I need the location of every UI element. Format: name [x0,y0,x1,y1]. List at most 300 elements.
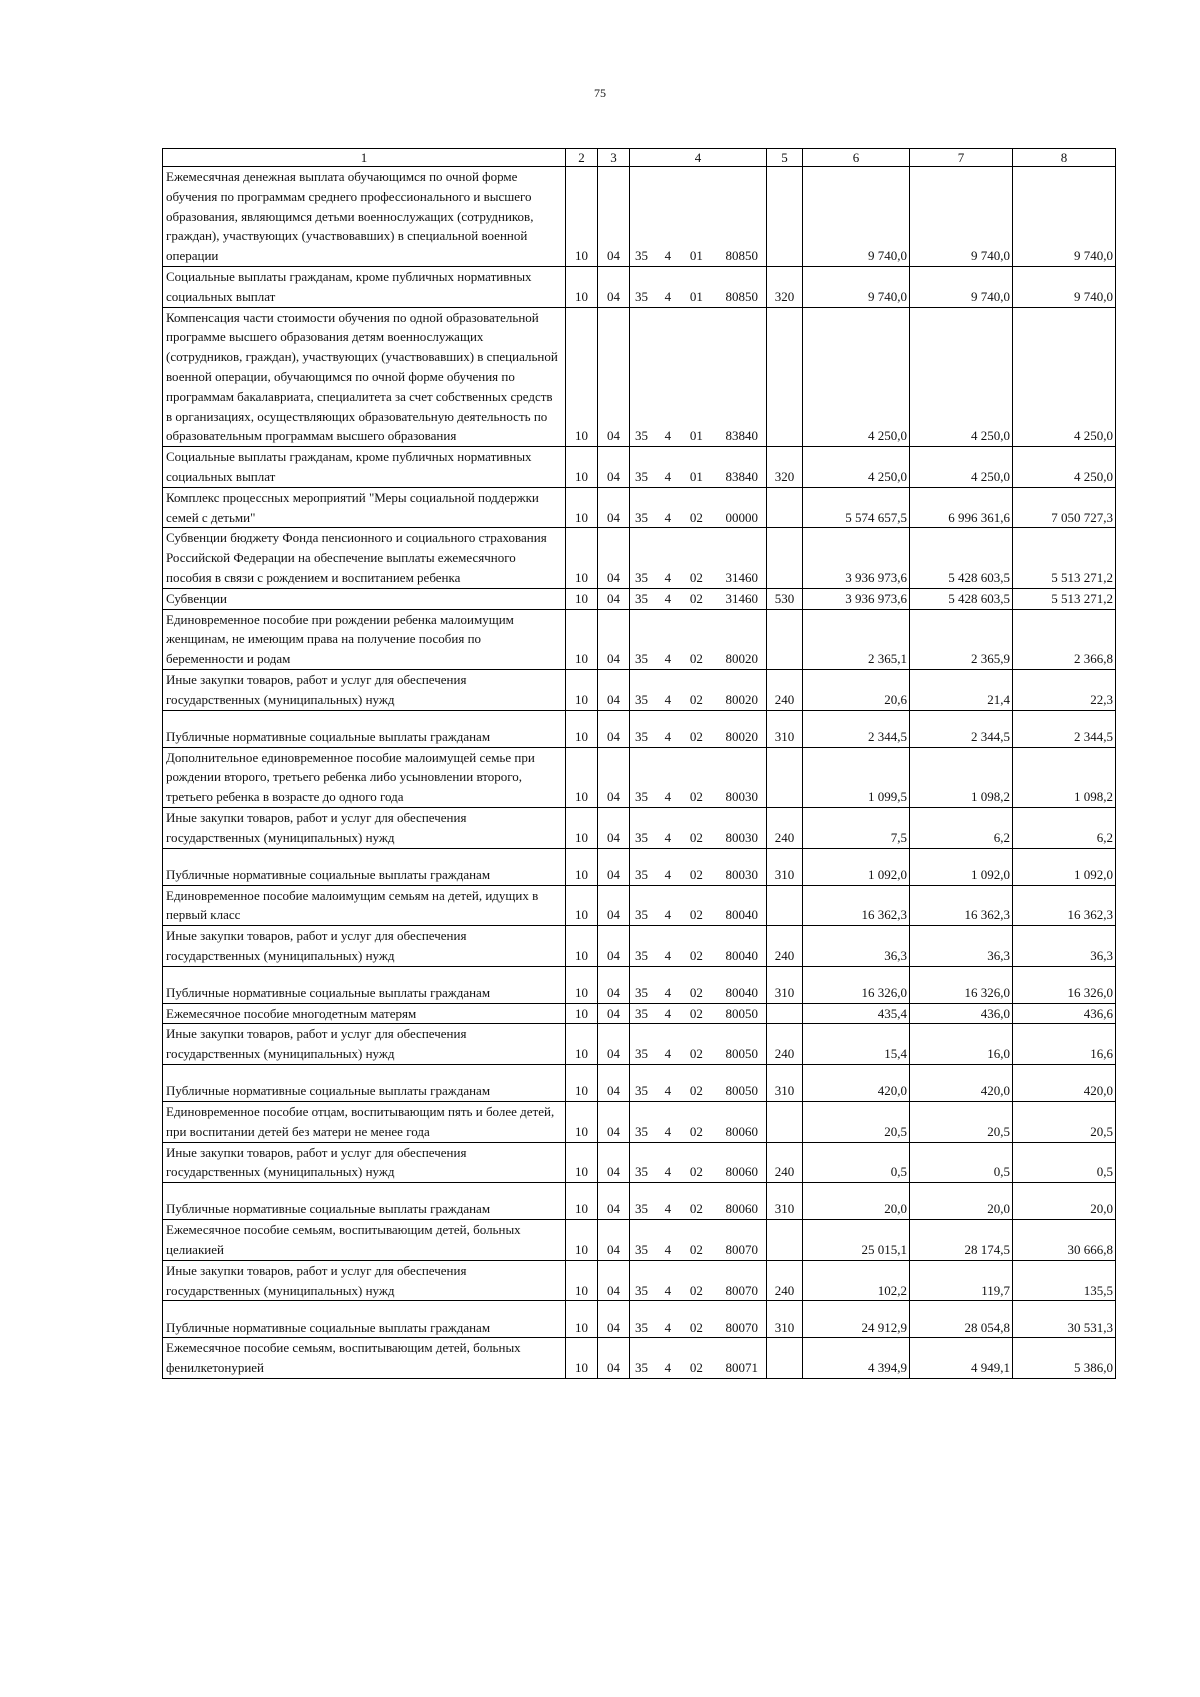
program-code: 35 [635,1360,648,1376]
amount-col6: 16 326,0 [803,966,910,1003]
amount-col7: 2 344,5 [910,710,1013,747]
program-type-code: 4 [664,569,672,585]
expense-type-code: 240 [767,926,803,967]
complex-code: 02 [689,907,703,923]
program-code: 35 [635,866,648,882]
complex-code: 01 [689,248,703,264]
program-type-code: 4 [664,728,672,744]
amount-col6: 24 912,9 [803,1301,910,1338]
code-section: 10 [566,167,598,267]
code-subsection: 04 [598,1220,630,1261]
amount-col8: 5 513 271,2 [1013,528,1116,588]
code-subsection: 04 [598,1338,630,1379]
amount-col7: 5 428 603,5 [910,588,1013,609]
target-article-cell [630,807,767,848]
row-description: Ежемесячное пособие многодетным матерям [163,1003,566,1024]
budget-table [162,148,1116,1379]
program-code: 35 [635,569,648,585]
code-section: 10 [566,1338,598,1379]
row-description: Публичные нормативные социальные выплаты гражданам [163,710,566,747]
amount-col7: 28 174,5 [910,1220,1013,1261]
amount-col6: 4 394,9 [803,1338,910,1379]
code-section: 10 [566,1003,598,1024]
target-article-cell [630,307,767,447]
program-code: 35 [635,1201,648,1217]
expense-type-code: 530 [767,588,803,609]
expense-type-code [767,609,803,669]
amount-col6: 25 015,1 [803,1220,910,1261]
code-subsection: 04 [598,588,630,609]
code-section: 10 [566,487,598,528]
amount-col8: 5 513 271,2 [1013,588,1116,609]
code-subsection: 04 [598,1301,630,1338]
amount-col6: 1 092,0 [803,848,910,885]
target-article-cell [630,167,767,267]
code-section: 10 [566,885,598,926]
expense-type-code: 310 [767,1065,803,1102]
amount-col8: 16 326,0 [1013,966,1116,1003]
target-article-cell [630,447,767,488]
amount-col6: 20,0 [803,1183,910,1220]
program-type-code: 4 [664,947,672,963]
code-section: 10 [566,807,598,848]
program-code: 35 [635,691,648,707]
amount-col6: 4 250,0 [803,307,910,447]
row-description: Единовременное пособие отцам, воспитывающим пять и более детей, при воспитании детей без матери не менее года [163,1102,566,1143]
amount-col8: 9 740,0 [1013,167,1116,267]
amount-col7: 4 250,0 [910,307,1013,447]
complex-code: 02 [689,509,703,525]
expense-type-code: 310 [767,710,803,747]
target-article-cell [630,528,767,588]
program-code: 35 [635,728,648,744]
amount-col8: 2 344,5 [1013,710,1116,747]
complex-code: 01 [689,288,703,304]
expense-type-code: 310 [767,848,803,885]
code-section: 10 [566,609,598,669]
expense-type-code: 320 [767,266,803,307]
amount-col7: 1 092,0 [910,848,1013,885]
code-subsection: 04 [598,528,630,588]
program-code: 35 [635,651,648,667]
program-code: 35 [635,509,648,525]
table-row [163,487,1116,528]
direction-code: 80030 [725,789,758,805]
program-type-code: 4 [664,1123,672,1139]
program-code: 35 [635,1046,648,1062]
program-code: 35 [635,1319,648,1335]
amount-col8: 135,5 [1013,1260,1116,1301]
program-code: 35 [635,907,648,923]
code-subsection: 04 [598,1260,630,1301]
row-description: Субвенции [163,588,566,609]
target-article-cell [630,1102,767,1143]
program-code: 35 [635,590,648,606]
program-code: 35 [635,1123,648,1139]
program-type-code: 4 [664,866,672,882]
code-section: 10 [566,926,598,967]
table-row [163,848,1116,885]
program-type-code: 4 [664,984,672,1000]
program-code: 35 [635,984,648,1000]
amount-col8: 4 250,0 [1013,307,1116,447]
code-subsection: 04 [598,167,630,267]
program-type-code: 4 [664,1360,672,1376]
table-row [163,885,1116,926]
program-type-code: 4 [664,428,672,444]
code-subsection: 04 [598,1024,630,1065]
amount-col7: 4 949,1 [910,1338,1013,1379]
program-type-code: 4 [664,288,672,304]
program-type-code: 4 [664,1083,672,1099]
target-article-cell [630,266,767,307]
expense-type-code [767,167,803,267]
table-row [163,669,1116,710]
row-description: Единовременное пособие при рождении ребенка малоимущим женщинам, не имеющим права на получение пособия по беременности и родам [163,609,566,669]
expense-type-code [767,1102,803,1143]
amount-col7: 9 740,0 [910,266,1013,307]
amount-col8: 420,0 [1013,1065,1116,1102]
table-row [163,609,1116,669]
expense-type-code: 240 [767,1024,803,1065]
expense-type-code [767,885,803,926]
row-description: Социальные выплаты гражданам, кроме публичных нормативных социальных выплат [163,266,566,307]
table-row [163,447,1116,488]
row-description: Публичные нормативные социальные выплаты гражданам [163,1183,566,1220]
direction-code: 80020 [725,691,758,707]
amount-col7: 28 054,8 [910,1301,1013,1338]
amount-col7: 436,0 [910,1003,1013,1024]
header-cell: 1 [163,149,566,167]
amount-col7: 36,3 [910,926,1013,967]
amount-col7: 20,0 [910,1183,1013,1220]
row-description: Компенсация части стоимости обучения по одной образовательной программе высшего образования детям военнослужащих (сотрудников, граждан), участвующих (участвовавших) в специальной военной операции, обучающимся по очной форме обучения по программам бакалавриата, специалитета за счет собственных средств в организациях, осуществляющих образовательную деятельность по образовательным программам высшего образования [163,307,566,447]
program-type-code: 4 [664,1005,672,1021]
program-code: 35 [635,1083,648,1099]
code-section: 10 [566,1220,598,1261]
table-row [163,1260,1116,1301]
table-row [163,1065,1116,1102]
amount-col6: 15,4 [803,1024,910,1065]
amount-col6: 9 740,0 [803,266,910,307]
amount-col6: 0,5 [803,1142,910,1183]
row-description: Социальные выплаты гражданам, кроме публичных нормативных социальных выплат [163,447,566,488]
amount-col8: 16 362,3 [1013,885,1116,926]
program-type-code: 4 [664,590,672,606]
complex-code: 02 [689,789,703,805]
direction-code: 80850 [725,288,758,304]
complex-code: 02 [689,569,703,585]
expense-type-code [767,307,803,447]
amount-col6: 1 099,5 [803,747,910,807]
target-article-cell [630,588,767,609]
code-section: 10 [566,588,598,609]
direction-code: 80050 [725,1083,758,1099]
complex-code: 01 [689,428,703,444]
amount-col6: 20,5 [803,1102,910,1143]
target-article-cell [630,848,767,885]
target-article-cell [630,1301,767,1338]
code-subsection: 04 [598,447,630,488]
table-row [163,1183,1116,1220]
program-code: 35 [635,1242,648,1258]
amount-col7: 20,5 [910,1102,1013,1143]
complex-code: 02 [689,1242,703,1258]
code-subsection: 04 [598,1102,630,1143]
expense-type-code: 310 [767,1183,803,1220]
target-article-cell [630,926,767,967]
program-code: 35 [635,789,648,805]
code-subsection: 04 [598,885,630,926]
table-row [163,1338,1116,1379]
direction-code: 80040 [725,947,758,963]
amount-col7: 5 428 603,5 [910,528,1013,588]
program-type-code: 4 [664,509,672,525]
amount-col8: 9 740,0 [1013,266,1116,307]
amount-col8: 5 386,0 [1013,1338,1116,1379]
amount-col6: 5 574 657,5 [803,487,910,528]
program-code: 35 [635,1282,648,1298]
complex-code: 02 [689,651,703,667]
code-subsection: 04 [598,1065,630,1102]
code-subsection: 04 [598,848,630,885]
complex-code: 02 [689,1201,703,1217]
complex-code: 02 [689,1282,703,1298]
expense-type-code [767,1003,803,1024]
direction-code: 80060 [725,1123,758,1139]
program-code: 35 [635,1164,648,1180]
header-cell: 3 [598,149,630,167]
complex-code: 02 [689,1005,703,1021]
program-code: 35 [635,947,648,963]
complex-code: 02 [689,1164,703,1180]
code-subsection: 04 [598,926,630,967]
code-section: 10 [566,1142,598,1183]
row-description: Единовременное пособие малоимущим семьям на детей, идущих в первый класс [163,885,566,926]
amount-col6: 20,6 [803,669,910,710]
program-type-code: 4 [664,651,672,667]
row-description: Комплекс процессных мероприятий "Меры социальной поддержки семей с детьми" [163,487,566,528]
amount-col8: 30 666,8 [1013,1220,1116,1261]
code-section: 10 [566,1260,598,1301]
amount-col7: 0,5 [910,1142,1013,1183]
code-subsection: 04 [598,487,630,528]
code-subsection: 04 [598,609,630,669]
code-section: 10 [566,966,598,1003]
amount-col7: 420,0 [910,1065,1013,1102]
complex-code: 02 [689,829,703,845]
code-subsection: 04 [598,710,630,747]
header-cell: 7 [910,149,1013,167]
row-description: Субвенции бюджету Фонда пенсионного и социального страхования Российской Федерации на обеспечение выплаты ежемесячного пособия в связи с рождением и воспитанием ребенка [163,528,566,588]
direction-code: 31460 [725,590,758,606]
amount-col7: 1 098,2 [910,747,1013,807]
code-subsection: 04 [598,266,630,307]
direction-code: 80020 [725,728,758,744]
row-description: Ежемесячная денежная выплата обучающимся по очной форме обучения по программам среднего профессионального и высшего образования, являющимся детьми военнослужащих (сотрудников, граждан), участвующих (участвовавших) в специальной военной операции [163,167,566,267]
target-article-cell [630,1003,767,1024]
target-article-cell [630,1183,767,1220]
row-description: Публичные нормативные социальные выплаты гражданам [163,1301,566,1338]
direction-code: 83840 [725,428,758,444]
direction-code: 80070 [725,1319,758,1335]
target-article-cell [630,669,767,710]
expense-type-code [767,1338,803,1379]
program-type-code: 4 [664,907,672,923]
code-section: 10 [566,447,598,488]
amount-col8: 2 366,8 [1013,609,1116,669]
table-row [163,807,1116,848]
direction-code: 00000 [725,509,758,525]
row-description: Публичные нормативные социальные выплаты гражданам [163,1065,566,1102]
code-section: 10 [566,710,598,747]
complex-code: 02 [689,728,703,744]
amount-col6: 102,2 [803,1260,910,1301]
code-section: 10 [566,747,598,807]
code-section: 10 [566,848,598,885]
row-description: Ежемесячное пособие семьям, воспитывающим детей, больных фенилкетонурией [163,1338,566,1379]
expense-type-code: 240 [767,1142,803,1183]
row-description: Иные закупки товаров, работ и услуг для обеспечения государственных (муниципальных) нужд [163,926,566,967]
program-type-code: 4 [664,789,672,805]
amount-col7: 16,0 [910,1024,1013,1065]
table-row [163,588,1116,609]
row-description: Иные закупки товаров, работ и услуг для обеспечения государственных (муниципальных) нужд [163,1260,566,1301]
page-number: 75 [594,86,606,100]
program-code: 35 [635,1005,648,1021]
program-code: 35 [635,468,648,484]
expense-type-code: 310 [767,966,803,1003]
direction-code: 80040 [725,907,758,923]
program-type-code: 4 [664,1282,672,1298]
expense-type-code: 240 [767,1260,803,1301]
amount-col6: 9 740,0 [803,167,910,267]
amount-col8: 1 092,0 [1013,848,1116,885]
amount-col6: 7,5 [803,807,910,848]
expense-type-code [767,487,803,528]
amount-col8: 6,2 [1013,807,1116,848]
amount-col8: 1 098,2 [1013,747,1116,807]
target-article-cell [630,1220,767,1261]
code-section: 10 [566,669,598,710]
program-type-code: 4 [664,829,672,845]
amount-col7: 119,7 [910,1260,1013,1301]
code-subsection: 04 [598,807,630,848]
direction-code: 80030 [725,866,758,882]
code-section: 10 [566,266,598,307]
program-type-code: 4 [664,1319,672,1335]
expense-type-code: 320 [767,447,803,488]
amount-col8: 30 531,3 [1013,1301,1116,1338]
row-description: Публичные нормативные социальные выплаты гражданам [163,848,566,885]
amount-col8: 0,5 [1013,1142,1116,1183]
program-type-code: 4 [664,691,672,707]
direction-code: 31460 [725,569,758,585]
direction-code: 83840 [725,468,758,484]
target-article-cell [630,1142,767,1183]
amount-col7: 6,2 [910,807,1013,848]
code-section: 10 [566,1301,598,1338]
program-type-code: 4 [664,1164,672,1180]
direction-code: 80020 [725,651,758,667]
expense-type-code: 310 [767,1301,803,1338]
code-section: 10 [566,1102,598,1143]
row-description: Иные закупки товаров, работ и услуг для обеспечения государственных (муниципальных) нужд [163,1024,566,1065]
header-cell: 6 [803,149,910,167]
amount-col7: 9 740,0 [910,167,1013,267]
header-cell: 5 [767,149,803,167]
program-code: 35 [635,248,648,264]
row-description: Ежемесячное пособие семьям, воспитывающим детей, больных целиакией [163,1220,566,1261]
direction-code: 80070 [725,1242,758,1258]
amount-col6: 435,4 [803,1003,910,1024]
program-type-code: 4 [664,1201,672,1217]
target-article-cell [630,1260,767,1301]
complex-code: 02 [689,1123,703,1139]
target-article-cell [630,609,767,669]
program-code: 35 [635,829,648,845]
code-subsection: 04 [598,1003,630,1024]
amount-col8: 436,6 [1013,1003,1116,1024]
code-section: 10 [566,1024,598,1065]
amount-col8: 22,3 [1013,669,1116,710]
target-article-cell [630,747,767,807]
table-row [163,1102,1116,1143]
table-row [163,167,1116,267]
direction-code: 80070 [725,1282,758,1298]
complex-code: 02 [689,691,703,707]
direction-code: 80040 [725,984,758,1000]
amount-col7: 21,4 [910,669,1013,710]
direction-code: 80060 [725,1164,758,1180]
direction-code: 80060 [725,1201,758,1217]
code-section: 10 [566,528,598,588]
amount-col6: 2 365,1 [803,609,910,669]
complex-code: 02 [689,1360,703,1376]
target-article-cell [630,885,767,926]
complex-code: 02 [689,1083,703,1099]
table-row [163,1220,1116,1261]
program-type-code: 4 [664,248,672,264]
expense-type-code [767,1220,803,1261]
table-row [163,266,1116,307]
code-section: 10 [566,1065,598,1102]
row-description: Иные закупки товаров, работ и услуг для обеспечения государственных (муниципальных) нужд [163,807,566,848]
table-row [163,1024,1116,1065]
row-description: Иные закупки товаров, работ и услуг для обеспечения государственных (муниципальных) нужд [163,669,566,710]
target-article-cell [630,966,767,1003]
table-row [163,710,1116,747]
expense-type-code [767,528,803,588]
target-article-cell [630,487,767,528]
code-subsection: 04 [598,966,630,1003]
amount-col6: 2 344,5 [803,710,910,747]
row-description: Дополнительное единовременное пособие малоимущей семье при рождении второго, третьего ребенка либо усыновлении второго, третьего ребенка в возрасте до одного года [163,747,566,807]
code-section: 10 [566,307,598,447]
amount-col8: 16,6 [1013,1024,1116,1065]
amount-col6: 420,0 [803,1065,910,1102]
table-row [163,1003,1116,1024]
header-cell: 4 [630,149,767,167]
row-description: Публичные нормативные социальные выплаты гражданам [163,966,566,1003]
amount-col7: 6 996 361,6 [910,487,1013,528]
table-row [163,1301,1116,1338]
program-type-code: 4 [664,1242,672,1258]
complex-code: 02 [689,984,703,1000]
code-subsection: 04 [598,1142,630,1183]
header-cell: 2 [566,149,598,167]
expense-type-code: 240 [767,807,803,848]
